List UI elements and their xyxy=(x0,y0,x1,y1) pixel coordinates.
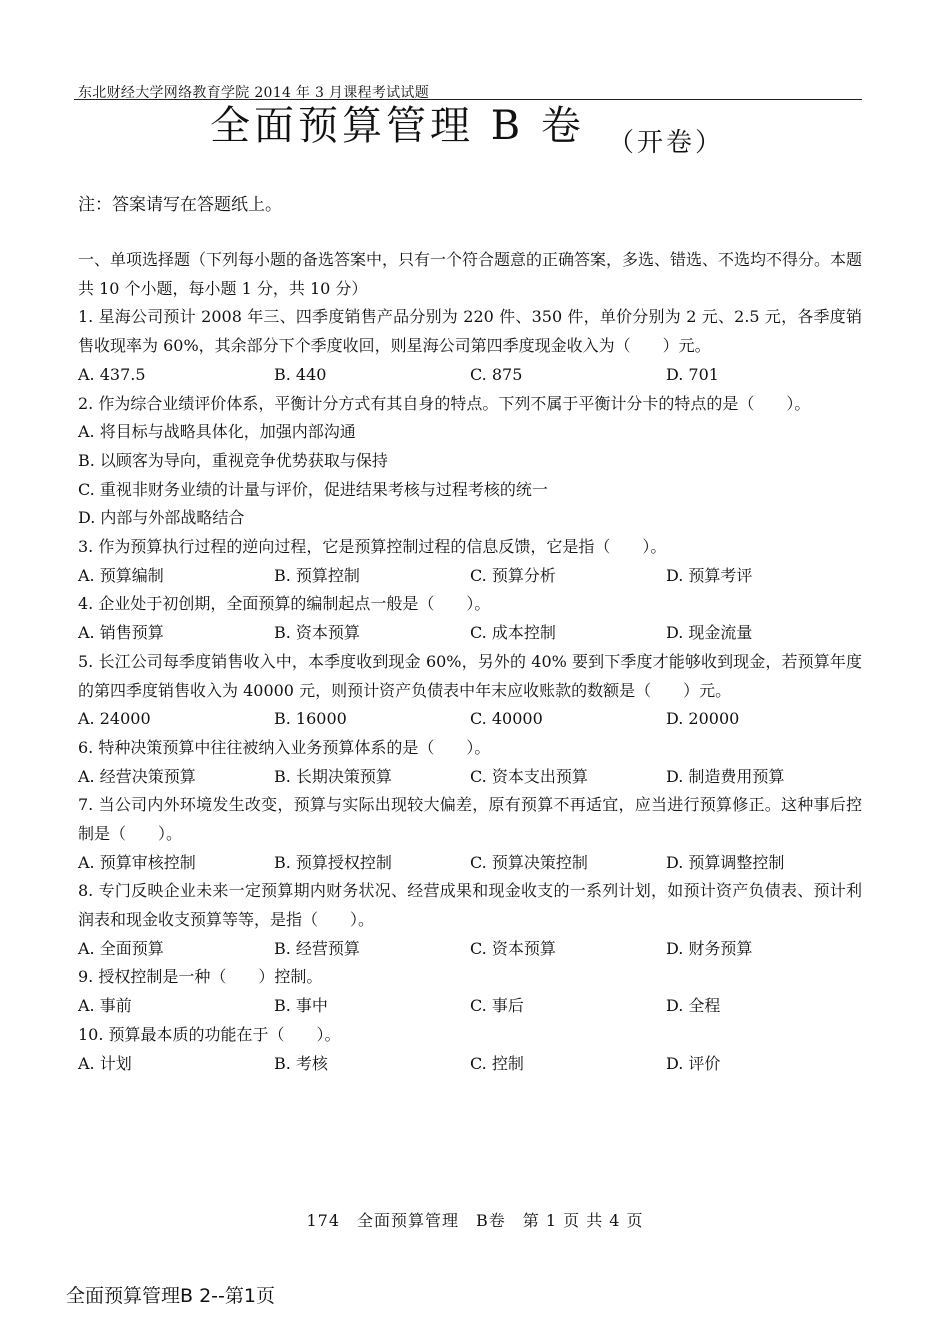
option: A. 24000 xyxy=(78,709,151,729)
option: A. 销售预算 xyxy=(78,623,164,643)
option-row xyxy=(78,619,862,648)
option: D. 全程 xyxy=(666,996,721,1016)
question-stem: 3. 作为预算执行过程的逆向过程，它是预算控制过程的信息反馈，它是指（ ）。 xyxy=(78,537,667,557)
option: C. 资本预算 xyxy=(470,938,556,958)
option: C. 重视非财务业绩的计量与评价，促进结果考核与过程考核的统一 xyxy=(78,479,548,499)
school-header: 东北财经大学网络教育学院 2014 年 3 月课程考试试题 xyxy=(78,85,430,101)
option-row xyxy=(78,361,862,390)
question-stem: 1. 星海公司预计 2008 年三、四季度销售产品分别为 220 件、350 件，单价分别为 2 元、2.5 元，各季度销售收现率为 60%，其余部分下个季度收回，则星海公司第四季度现金收入为（ ）元。 xyxy=(78,307,862,356)
option-row xyxy=(78,935,862,964)
option: A. 经营决策预算 xyxy=(78,766,196,786)
option: C. 875 xyxy=(470,364,523,384)
section-heading: 一、单项选择题（下列每小题的备选答案中，只有一个符合题意的正确答案，多选、错选、不选均不得分。本题共 10 个小题，每小题 1 分，共 10 分） xyxy=(78,250,863,298)
option: B. 预算授权控制 xyxy=(274,852,392,872)
question-stem: 5. 长江公司每季度销售收入中，本季度收到现金 60%，另外的 40% 要到下季度才能够收到现金，若预算年度的第四季度销售收入为 40000 元，则预计资产负债表中年末应收账款的数额是（ ）元。 xyxy=(78,651,862,700)
question-stem: 4. 企业处于初创期，全面预算的编制起点一般是（ ）。 xyxy=(78,594,491,614)
option: D. 现金流量 xyxy=(666,623,753,643)
option-row xyxy=(78,705,862,734)
option: B. 预算控制 xyxy=(274,565,360,585)
option-row xyxy=(78,992,862,1021)
option: C. 资本支出预算 xyxy=(470,766,588,786)
question-stem: 7. 当公司内外环境发生改变，预算与实际出现较大偏差，原有预算不再适宜，应当进行预算修正。这种事后控制是（ ）。 xyxy=(78,795,862,843)
option: A. 预算审核控制 xyxy=(78,852,196,872)
option: C. 预算决策控制 xyxy=(470,852,588,872)
option: A. 事前 xyxy=(78,996,132,1016)
page-label: 全面预算管理B 2--第1页 xyxy=(66,1285,275,1307)
exam-subtitle: （开卷） xyxy=(608,128,725,158)
option: B. 16000 xyxy=(274,709,347,729)
option-row xyxy=(78,1050,862,1079)
question-stem: 9. 授权控制是一种（ ）控制。 xyxy=(78,967,323,987)
option: A. 预算编制 xyxy=(78,565,164,585)
option: B. 资本预算 xyxy=(274,623,360,643)
option: B. 以顾客为导向，重视竞争优势获取与保持 xyxy=(78,450,388,470)
option: D. 预算考评 xyxy=(666,565,753,585)
option: A. 全面预算 xyxy=(78,938,164,958)
option-row xyxy=(78,849,862,878)
option: D. 制造费用预算 xyxy=(666,766,785,786)
exam-title: 全面预算管理 B 卷 xyxy=(210,103,585,149)
option: C. 预算分析 xyxy=(470,565,556,585)
option: D. 内部与外部战略结合 xyxy=(78,508,245,528)
answer-note: 注：答案请写在答题纸上。 xyxy=(78,195,282,215)
option: A. 计划 xyxy=(78,1053,132,1073)
option: C. 控制 xyxy=(470,1053,524,1073)
option: C. 成本控制 xyxy=(470,623,556,643)
option-row xyxy=(78,562,862,591)
option: B. 长期决策预算 xyxy=(274,766,392,786)
option: B. 考核 xyxy=(274,1053,328,1073)
option: D. 20000 xyxy=(666,709,740,729)
option: D. 701 xyxy=(666,364,719,384)
option: B. 440 xyxy=(274,364,327,384)
question-stem: 8. 专门反映企业未来一定预算期内财务状况、经营成果和现金收支的一系列计划，如预计资产负债表、预计利润表和现金收支预算等等，是指（ ）。 xyxy=(78,881,862,930)
option: C. 40000 xyxy=(470,709,543,729)
section-single-choice xyxy=(78,246,862,1078)
option: A. 将目标与战略具体化，加强内部沟通 xyxy=(78,422,356,442)
question-stem: 6. 特种决策预算中往往被纳入业务预算体系的是（ ）。 xyxy=(78,737,491,757)
question-stem: 10. 预算最本质的功能在于（ ）。 xyxy=(78,1024,341,1044)
option: D. 财务预算 xyxy=(666,938,753,958)
option: C. 事后 xyxy=(470,996,524,1016)
option: D. 评价 xyxy=(666,1053,721,1073)
page-footer: 174 全面预算管理 B卷 第 1 页 共 4 页 xyxy=(306,1211,644,1230)
option: D. 预算调整控制 xyxy=(666,852,785,872)
option: B. 事中 xyxy=(274,996,328,1016)
option: B. 经营预算 xyxy=(274,938,360,958)
option: A. 437.5 xyxy=(78,364,146,384)
option-row xyxy=(78,763,862,792)
question-stem: 2. 作为综合业绩评价体系，平衡计分方式有其自身的特点。下列不属于平衡计分卡的特点的是（ ）。 xyxy=(78,393,811,413)
